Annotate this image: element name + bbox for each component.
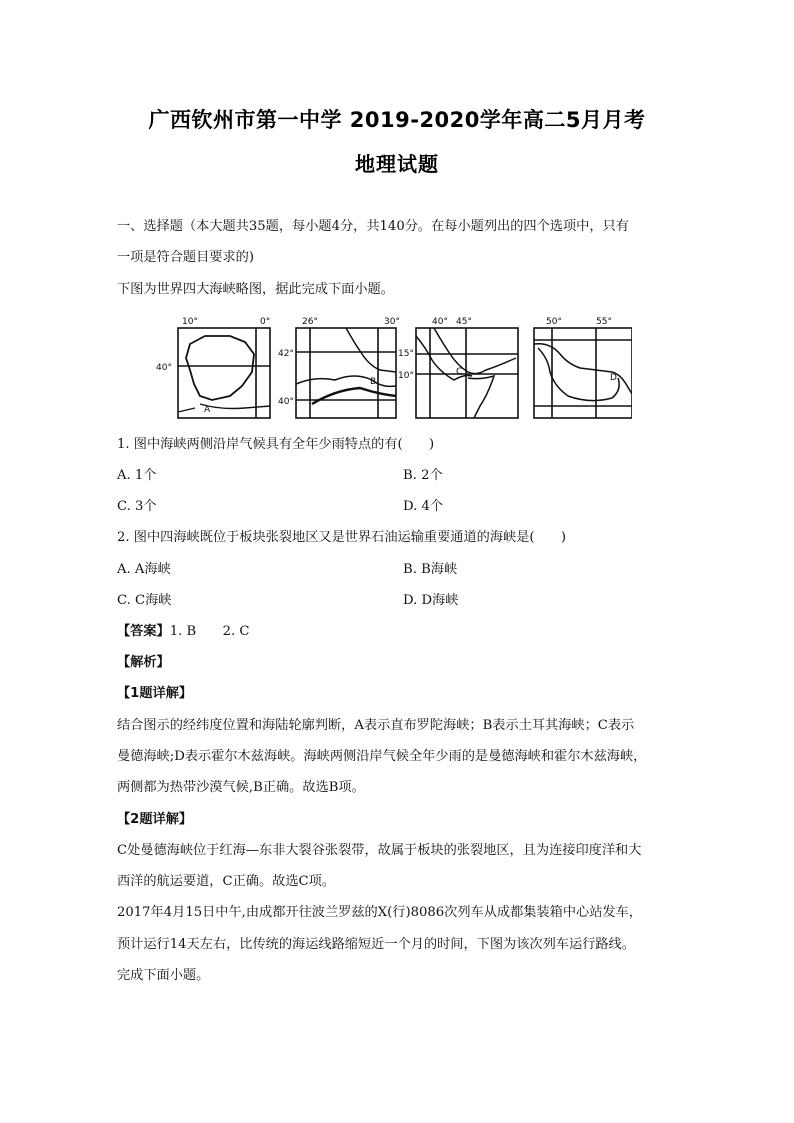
detail-1-label: 【1题详解】 [117,686,193,701]
map1-side-label-1: 40° [156,363,172,373]
question-1-option-b[interactable]: B. 2个 [403,468,443,483]
map4-point-label: D [610,373,617,383]
map3-side-label-2: 10° [398,371,414,381]
question-1-option-c[interactable]: C. 3个 [117,499,157,514]
map1-top-label-1: 10° [182,317,198,327]
question-2-option-d[interactable]: D. D海峡 [403,593,459,608]
map-hormuz [534,328,632,418]
detail-1-line-3: 两侧都为热带沙漠气候,B正确。故选B项。 [117,780,365,795]
analysis-label: 【解析】 [117,655,170,670]
map-turkish-straits [296,328,396,418]
question-1-option-d[interactable]: D. 4个 [403,499,444,514]
question-1-option-a[interactable]: A. 1个 [117,468,157,483]
map3-point-label: C [456,367,463,377]
map1-top-label-2: 0° [260,317,271,327]
map3-side-label-1: 15° [398,349,414,359]
map1-point-label: A [204,405,211,415]
map2-top-label-1: 26° [302,317,318,327]
map-bab-el-mandeb [416,328,518,418]
question-1-stem: 1. 图中海峡两侧沿岸气候具有全年少雨特点的有( ) [117,437,435,452]
detail-1-line-1: 结合图示的经纬度位置和海陆轮廓判断，A表示直布罗陀海峡；B表示土耳其海峡；C表示 [117,718,635,733]
detail-2-line-2: 西洋的航运要道，C正确。故选C项。 [117,874,335,889]
strait-maps-figure [150,314,632,424]
exam-title: 广西钦州市第一中学 2019-2020学年高二5月月考 [148,108,646,132]
section-intro-line-1: 一、选择题（本大题共35题，每小题4分，共140分。在每小题列出的四个选项中，只有 [117,219,629,234]
exam-subtitle: 地理试题 [355,152,439,176]
map-intro: 下图为世界四大海峡略图，据此完成下面小题。 [117,282,394,297]
map3-top-label-1: 40° [432,317,448,327]
map4-top-label-2: 55° [596,317,612,327]
detail-2-label: 【2题详解】 [117,812,193,827]
map-frame-3 [416,328,518,418]
map2-top-label-2: 30° [384,317,400,327]
passage-2-line-1: 2017年4月15日中午,由成都开往波兰罗兹的X(行)8086次列车从成都集装箱中心站发车， [117,905,642,920]
answer-label: 【答案】 [117,624,170,639]
map4-top-label-1: 50° [546,317,562,327]
passage-2-line-2: 预计运行14天左右，比传统的海运线路缩短近一个月的时间，下图为该次列车运行路线。 [117,937,635,952]
map-gibraltar [178,328,270,418]
question-2-stem: 2. 图中四海峡既位于板块张裂地区又是世界石油运输重要通道的海峡是( ) [117,530,567,545]
passage-2-line-3: 完成下面小题。 [117,968,210,983]
map-frame-4 [534,328,632,418]
answer-line [117,624,682,640]
map2-point-label: B [370,377,377,387]
answer-text: 1. B 2. C [169,624,250,639]
map2-side-label-2: 40° [278,397,294,407]
map2-side-label-1: 42° [278,349,294,359]
detail-1-line-2: 曼德海峡;D表示霍尔木兹海峡。海峡两侧沿岸气候全年少雨的是曼德海峡和霍尔木兹海峡， [117,749,647,764]
detail-2-line-1: C处曼德海峡位于红海—东非大裂谷张裂带，故属于板块的张裂地区，且为连接印度洋和大 [117,843,642,858]
question-2-option-c[interactable]: C. C海峡 [117,593,172,608]
question-2-option-b[interactable]: B. B海峡 [403,562,458,577]
section-intro-line-2: 一项是符合题目要求的) [117,250,255,265]
map3-top-label-2: 45° [456,317,472,327]
question-2-option-a[interactable]: A. A海峡 [117,562,171,577]
map-frame-2 [296,328,396,418]
